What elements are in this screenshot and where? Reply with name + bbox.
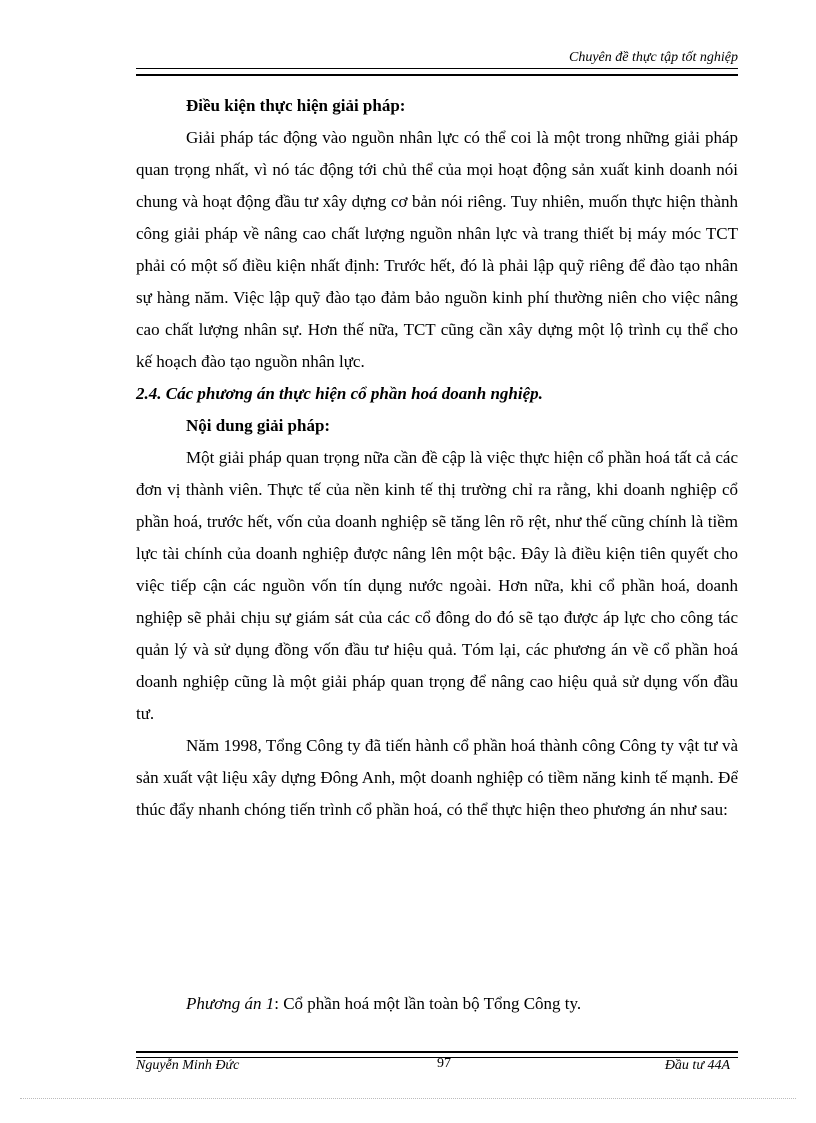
page-number: 97 <box>437 1056 451 1071</box>
year-paragraph: Năm 1998, Tổng Công ty đã tiến hành cổ phần hoá thành công Công ty vật tư và sản xuất vật liệu xây dựng Đông Anh, một doanh nghiệp có tiềm năng kinh tế mạnh. Để thúc đẩy nhanh chóng tiến trình cổ phần hoá, có thể thực hiện theo phương án như sau: <box>136 736 738 819</box>
footer-author: Nguyễn Minh Đức <box>136 1058 240 1073</box>
conditions-paragraph: Giải pháp tác động vào nguồn nhân lực có thể coi là một trong những giải pháp quan trọng nhất, vì nó tác động tới chủ thể của mọi hoạt động sản xuất kinh doanh nói chung và hoạt động đầu tư xây dựng cơ bản nói riêng. Tuy nhiên, muốn thực hiện thành công giải pháp về nâng cao chất lượng nguồn nhân lực và trang thiết bị máy móc TCT phải có một số điều kiện nhất định: Trước hết, đó là phải lập quỹ riêng để đào tạo nhân sự hàng năm. Việc lập quỹ đào tạo đảm bảo nguồn kinh phí thường niên cho việc nâng cao chất lượng nhân sự. Hơn thế nữa, TCT cũng cần xây dựng một lộ trình cụ thể cho kế hoạch đào tạo nguồn nhân lực. <box>136 128 738 371</box>
content-paragraph: Một giải pháp quan trọng nữa cần đề cập là việc thực hiện cổ phần hoá tất cả các đơn vị thành viên. Thực tế của nền kinh tế thị trường chỉ ra rằng, khi doanh nghiệp cổ phần hoá, trước hết, vốn của doanh nghiệp sẽ tăng lên rõ rệt, như thế cũng chính là tiềm lực tài chính của doanh nghiệp được nâng lên một bậc. Đây là điều kiện tiên quyết cho việc tiếp cận các nguồn vốn tín dụng nước ngoài. Hơn nữa, khi cổ phần hoá, doanh nghiệp sẽ phải chịu sự giám sát của các cổ đông do đó sẽ tạo được áp lực cho công tác quản lý và sử dụng đồng vốn đầu tư hiệu quả. Tóm lại, các phương án về cổ phần hoá doanh nghiệp cũng là một giải pháp quan trọng để nâng cao hiệu quả sử dụng vốn đầu tư. <box>136 448 738 723</box>
document-body <box>136 90 738 826</box>
footer-class: Đầu tư 44A <box>664 1058 730 1073</box>
conditions-heading: Điều kiện thực hiện giải pháp: <box>186 96 406 115</box>
page-bottom-divider <box>20 1098 796 1099</box>
content-heading: Nội dung giải pháp: <box>186 416 331 435</box>
method-text: : Cổ phần hoá một lần toàn bộ Tổng Công ty. <box>274 994 582 1013</box>
method-line <box>186 994 581 1014</box>
section-title: 2.4. Các phương án thực hiện cổ phần hoá doanh nghiệp. <box>136 384 543 403</box>
running-header: Chuyên đề thực tập tốt nghiệp <box>569 50 738 65</box>
method-label: Phương án 1 <box>186 994 275 1013</box>
header-rule <box>136 68 738 76</box>
